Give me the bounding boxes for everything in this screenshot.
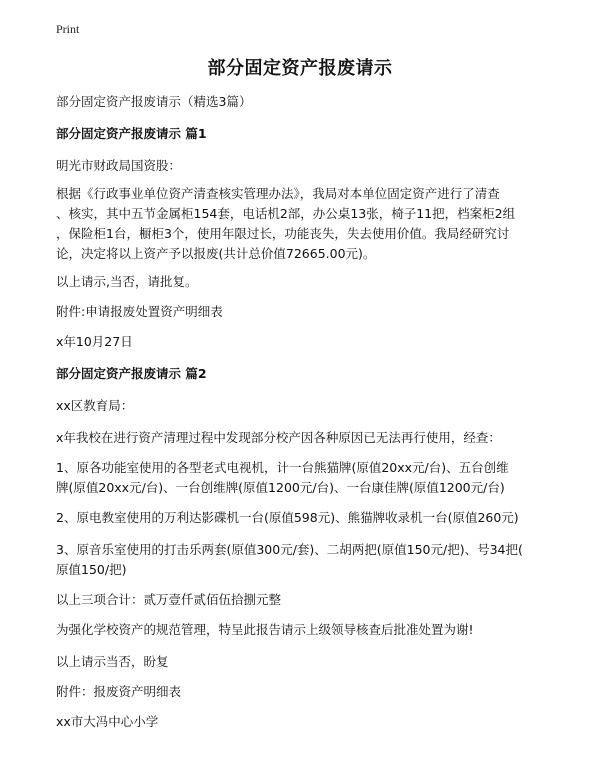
section2-total: 以上三项合计：贰万壹仟贰佰伍拾捌元整 [56,592,282,607]
section2-request: 以上请示当否，盼复 [56,654,169,669]
section1-body-line: 、核实，其中五节金属柜154套，电话机2部，办公桌13张，椅子11把，档案柜2组 [56,206,516,221]
document-title: 部分固定资产报废请示 [207,58,393,79]
section1-body-line: 根据《行政事业单位资产清查核实管理办法》，我局对本单位固定资产进行了清查 [56,186,500,201]
section2-item3-line: 原值150/把) [56,562,127,577]
section2-item1 [56,458,556,498]
print-link[interactable]: Print [56,22,80,36]
section2-signature: xx市大冯中心小学 [56,714,159,729]
section1-body-line: ，保险柜1台，橱柜3个，使用年限过长，功能丧失，失去使用价值。我局经研究讨 [56,226,510,241]
section2-attachment: 附件：报废资产明细表 [56,684,182,699]
section2-addressee: xx区教育局： [56,398,134,413]
section1-body [56,184,556,264]
section1-heading: 部分固定资产报废请示 篇1 [56,126,207,141]
section2-item3 [56,540,556,580]
section2-heading: 部分固定资产报废请示 篇2 [56,366,207,381]
section1-attachment: 附件:申请报废处置资产明细表 [56,304,223,319]
section2-item3-line: 3、原音乐室使用的打击乐两套(原值300元/套)、二胡两把(原值150元/把)、号34把( [56,542,523,557]
section2-intro: x年我校在进行资产清理过程中发现部分校产因各种原因已无法再行使用，经查： [56,430,501,445]
section1-body-line: 论，决定将以上资产予以报废(共计总价值72665.00元)。 [56,246,376,261]
section2-item1-line: 1、原各功能室使用的各型老式电视机，计一台熊猫牌(原值20xx元/台)、五台创维 [56,460,509,475]
section1-request: 以上请示,当否，请批复。 [56,274,198,289]
section1-date: x年10月27日 [56,334,133,349]
section1-addressee: 明光市财政局国资股： [56,158,182,173]
document-subtitle: 部分固定资产报废请示（精选3篇） [56,94,252,109]
section2-item1-line: 牌(原值20xx元/台)、一台创维牌(原值1200元/台)、一台康佳牌(原值1200元/台) [56,480,505,495]
section2-item2: 2、原电教室使用的万利达影碟机一台(原值598元)、熊猫牌收录机一台(原值260元) [56,510,519,525]
section2-purpose: 为强化学校资产的规范管理，特呈此报告请示上级领导核查后批准处置为谢! [56,622,474,637]
